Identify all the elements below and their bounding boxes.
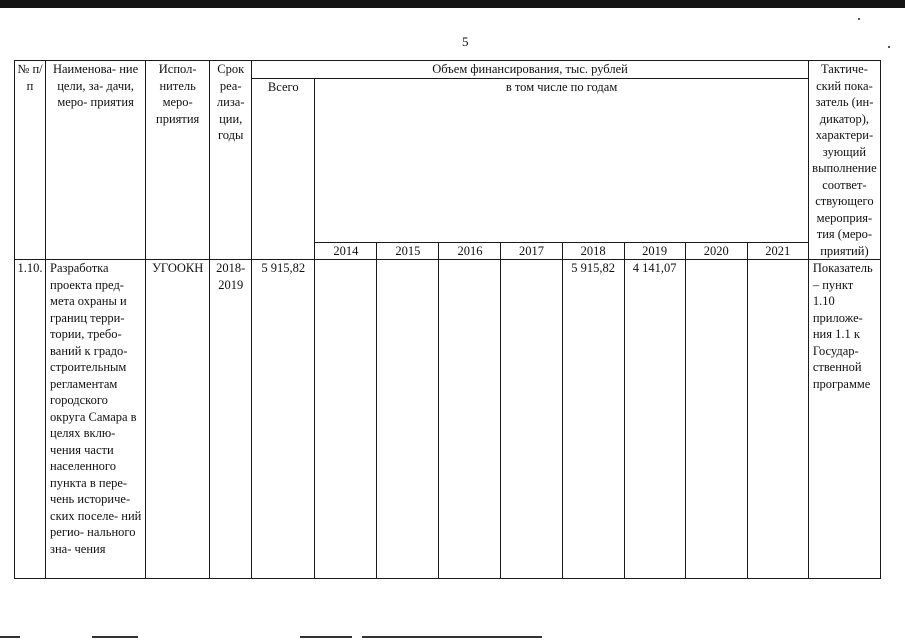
col-header-term: Срок реа- лиза- ции, годы <box>210 61 252 260</box>
col-header-indicator: Тактиче- ский пока- затель (ин- дикатор), характери- зующий выполнение соответ- ствующего мероприя- тия (меро- приятий) <box>808 61 880 260</box>
col-header-year: 2019 <box>624 242 685 260</box>
table-row <box>15 260 881 579</box>
row-task-name: Разработка проекта пред- мета охраны и границ терри- тории, требо- ваний к градо- строительным регламентам городского округа Самара в целях вклю- чения части населенного пункта в пере- чень историче- ских поселе- ний регио- нального зна- чения <box>46 260 146 579</box>
col-header-year: 2018 <box>562 242 624 260</box>
row-year-value <box>501 260 562 579</box>
col-header-year: 2014 <box>315 242 377 260</box>
col-header-year: 2016 <box>439 242 501 260</box>
col-header-number: № п/п <box>15 61 46 260</box>
col-header-by-years: в том числе по годам <box>315 78 809 242</box>
col-header-financing: Объем финансирования, тыс. рублей <box>252 61 809 79</box>
col-header-name: Наименова- ние цели, за- дачи, меро- приятия <box>46 61 146 260</box>
col-header-year: 2020 <box>685 242 747 260</box>
row-year-value: 5 915,82 <box>562 260 624 579</box>
col-header-executor: Испол- нитель меро- приятия <box>146 61 210 260</box>
scan-speck <box>888 46 890 48</box>
header-row-1 <box>15 61 881 79</box>
row-total: 5 915,82 <box>252 260 315 579</box>
col-header-year: 2015 <box>377 242 439 260</box>
col-header-year: 2017 <box>501 242 562 260</box>
scan-bottom-marks <box>0 634 905 640</box>
page-number: 5 <box>462 34 469 49</box>
row-indicator: Показатель – пункт 1.10 приложе- ния 1.1 к Государ- ственной программе <box>808 260 880 579</box>
row-year-value: 4 141,07 <box>624 260 685 579</box>
scan-top-border <box>0 0 905 8</box>
financing-table <box>14 60 881 579</box>
scan-speck <box>858 18 860 20</box>
row-term: 2018- 2019 <box>210 260 252 579</box>
row-year-value <box>377 260 439 579</box>
row-year-value <box>747 260 808 579</box>
row-year-value <box>685 260 747 579</box>
row-executor: УГООКН <box>146 260 210 579</box>
col-header-year: 2021 <box>747 242 808 260</box>
row-year-value <box>315 260 377 579</box>
row-year-value <box>439 260 501 579</box>
row-number: 1.10. <box>15 260 46 579</box>
col-header-total: Всего <box>252 78 315 260</box>
